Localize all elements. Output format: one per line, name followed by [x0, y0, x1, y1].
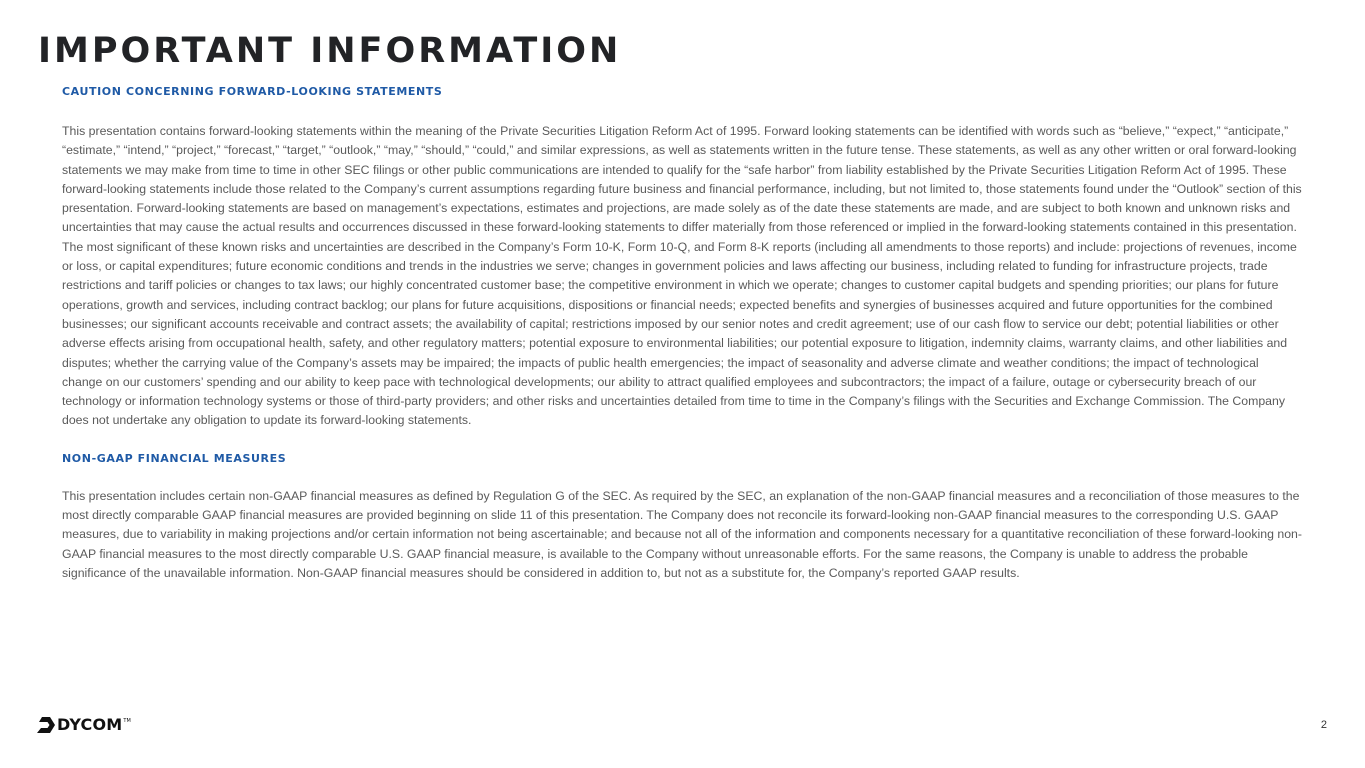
section-heading-non-gaap: NON-GAAP FINANCIAL MEASURES: [62, 451, 287, 465]
page-title: IMPORTANT INFORMATION: [38, 31, 622, 71]
page-number: 2: [1320, 719, 1327, 731]
logo-trademark: TM: [123, 718, 131, 724]
logo-wordmark: DYCOM: [57, 715, 123, 734]
section-body-forward-looking: This presentation contains forward-looking statements within the meaning of the Private Securities Litigation Reform Act of 1995. Forward looking statements can be identified with words such as “believe,” “expect,” “anticipate,” “estimate,” “intend,” “project,” “forecast,” “target,” “outlook,” “may,” “should,” “could,” and similar expressions, as well as statements written in the future tense. These statements, as well as any other written or oral forward-looking statements we may make from time to time in other SEC filings or other public communications are intended to qualify for the “safe harbor” from liability established by the Private Securities Litigation Reform Act of 1995. These forward-looking statements include those related to the Company’s current assumptions regarding future business and financial performance, including, but not limited to, those statements found under the “Outlook” section of this presentation. Forward-looking statements are based on management’s expectations, estimates and projections, are made solely as of the date these statements are made, and are subject to both known and unknown risks and uncertainties that may cause the actual results and occurrences discussed in these forward-looking statements to differ materially from those referenced or implied in the forward-looking statements contained in this presentation. The most significant of these known risks and uncertainties are described in the Company’s Form 10-K, Form 10-Q, and Form 8-K reports (including all amendments to those reports) and include: projections of revenues, income or loss, or capital expenditures; future economic conditions and trends in the industries we serve; changes in government policies and laws affecting our business, including related to funding for infrastructure projects, trade restrictions and tariff policies or changes to tax laws; our highly concentrated customer base; the competitive environment in which we operate; changes to customer capital budgets and spending priorities; our plans for future operations, growth and services, including contract backlog; our plans for future acquisitions, dispositions or financial needs; expected benefits and synergies of businesses acquired and future opportunities for the combined businesses; our significant accounts receivable and contract assets; the availability of capital; restrictions imposed by our senior notes and credit agreement; use of our cash flow to service our debt; potential liabilities or other adverse effects arising from occupational health, safety, and other regulatory matters; potential exposure to environmental liabilities; our potential exposure to litigation, indemnity claims, warranty claims, and other liabilities and disputes; whether the carrying value of the Company’s assets may be impaired; the impacts of public health emergencies; the impact of seasonality and adverse climate and weather conditions; the impact of technological change on our customers’ spending and our ability to keep pace with technological developments; our ability to attract qualified employees and subcontractors; the impact of a failure, outage or cybersecurity breach of our technology or information technology systems or those of third-party providers; and other risks and uncertainties detailed from time to time in the Company’s filings with the Securities and Exchange Commission. The Company does not undertake any obligation to update its forward-looking statements.: [62, 124, 1302, 428]
dycom-logo-mark-icon: [36, 715, 56, 735]
section-heading-forward-looking: CAUTION CONCERNING FORWARD-LOOKING STATEMENTS: [62, 85, 443, 98]
section-body-non-gaap: This presentation includes certain non-GAAP financial measures as defined by Regulation G of the SEC. As required by the SEC, an explanation of the non-GAAP financial measures and a reconciliation of those measures to the most directly comparable GAAP financial measures are provided beginning on slide 11 of this presentation. The Company does not reconcile its forward-looking non-GAAP financial measures to the corresponding U.S. GAAP measures, due to variability in making projections and/or certain information not being ascertainable; and because not all of the information and components necessary for a quantitative reconciliation of these forward-looking non-GAAP financial measures to the most directly comparable U.S. GAAP financial measure, is available to the Company without unreasonable efforts. For the same reasons, the Company is unable to address the probable significance of the unavailable information. Non-GAAP financial measures should be considered in addition to, but not as a substitute for, the Company’s reported GAAP results.: [62, 488, 1302, 580]
content-area: [62, 84, 1302, 583]
dycom-logo: [36, 715, 131, 735]
